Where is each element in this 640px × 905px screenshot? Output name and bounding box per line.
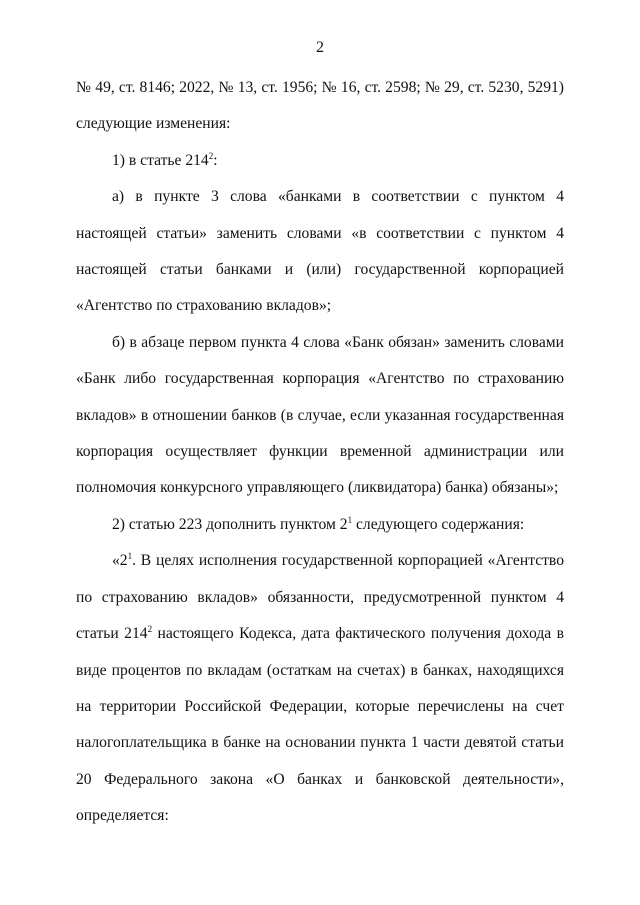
subitem-a: а) в пункте 3 слова «банками в соответствии с пунктом 4 настоящей статьи» заменить словами «в соответствии с пунктом 4 настоящей статьи банками и (или) государственной корпорацией «Агентство по страхованию вкладов»; <box>76 188 564 315</box>
item-2-heading <box>76 507 564 543</box>
superscript: 1 <box>127 551 133 562</box>
document-body <box>76 70 564 835</box>
paragraph-continuation-line: № 49, ст. 8146; 2022, № 13, ст. 1956; № 16, ст. 2598; № 29, ст. 5230, 5291) <box>76 79 564 96</box>
new-clause-2-1 <box>76 543 564 834</box>
clause-number: «2 <box>112 552 128 570</box>
item-1-text: 1) в статье 214 <box>112 151 209 169</box>
clause-text-end: настоящего Кодекса, дата фактического получения дохода в виде процентов по вкладам (остаткам на счетах) в банках, находящихся на территории Российской Федерации, которые перечислены на счет налогоплательщика в банке на основании пункта 1 части девятой статьи 20 Федерального закона «О банках и банковской деятельности», определяется: <box>76 625 564 825</box>
paragraph-continuation-end: следующие изменения: <box>76 115 231 133</box>
superscript: 1 <box>347 514 353 525</box>
item-1-heading <box>76 143 564 179</box>
item-2-text: 2) статью 223 дополнить пунктом 2 <box>112 515 348 533</box>
superscript: 2 <box>208 150 214 161</box>
clause-text: . В целях исполнения государственной корпорацией «Агентство по страхованию вкладов» обязанности, предусмотренной пунктом 4 статьи 214 <box>76 552 564 643</box>
item-2-text-end: следующего содержания: <box>352 515 525 533</box>
item-1-colon: : <box>213 151 218 169</box>
superscript: 2 <box>147 624 153 635</box>
subitem-b: б) в абзаце первом пункта 4 слова «Банк обязан» заменить словами «Банк либо государственная корпорация «Агентство по страхованию вкладов» в отношении банков (в случае, если указанная государственная корпорация осуществляет функции временной администрации или полномочия конкурсного управляющего (ликвидатора) банка) обязаны»; <box>76 333 564 497</box>
page-number: 2 <box>316 39 324 56</box>
